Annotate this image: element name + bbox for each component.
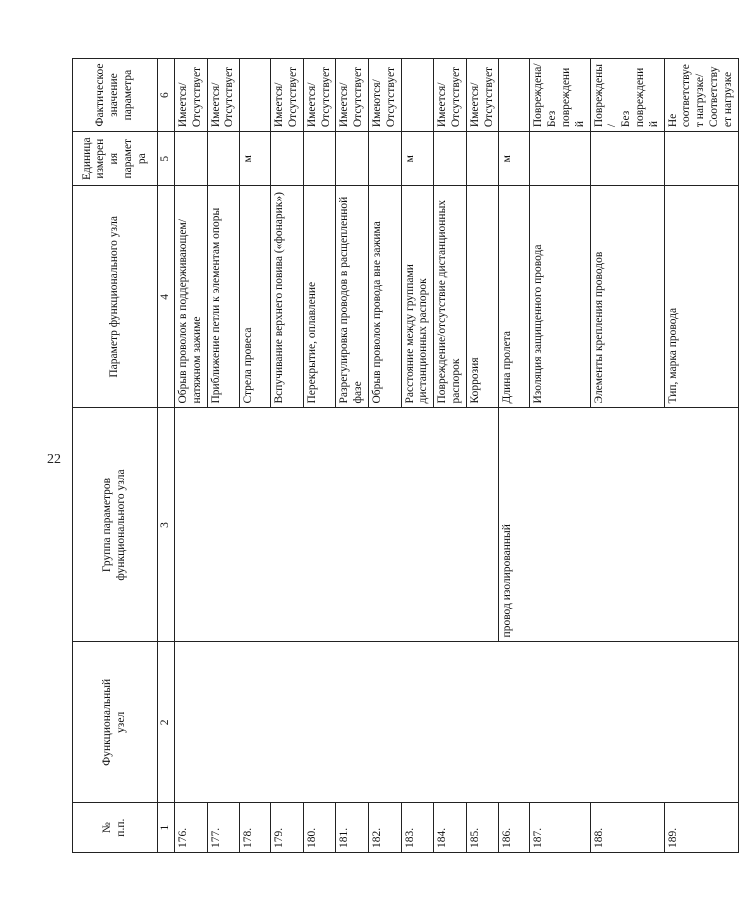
column-number: 2 <box>158 642 175 803</box>
parameter-unit <box>271 132 304 186</box>
parameter-value: Повреждены/ Без повреждений <box>590 59 664 132</box>
table-container <box>72 58 734 853</box>
parameter-value: Повреждена/ Без повреждений <box>530 59 590 132</box>
parameter-unit: м <box>240 132 271 186</box>
row-number: 185. <box>466 803 499 853</box>
table-header <box>73 59 175 853</box>
parameter-value: Имеется/ Отсутствует <box>207 59 240 132</box>
parameter-unit <box>175 132 208 186</box>
parameter-name: Обрыв проволок провода вне зажима <box>368 186 401 408</box>
parameter-unit <box>303 132 336 186</box>
parameter-value <box>499 59 530 132</box>
column-number: 6 <box>158 59 175 132</box>
parameter-unit: м <box>499 132 530 186</box>
column-number: 5 <box>158 132 175 186</box>
parameter-value: Имеется/ Отсутствует <box>434 59 467 132</box>
functional-unit-cell <box>175 642 739 803</box>
row-number: 180. <box>303 803 336 853</box>
parameter-value: Имеются/ Отсутствует <box>368 59 401 132</box>
parameter-unit <box>530 132 590 186</box>
parameter-group-cell <box>175 408 499 642</box>
parameter-unit: м <box>401 132 434 186</box>
parameter-unit <box>336 132 369 186</box>
column-number: 1 <box>158 803 175 853</box>
parameter-value <box>401 59 434 132</box>
header-parameter-group: Группа параметров функционального узла <box>73 408 158 642</box>
parameter-value: Имеется/ Отсутствует <box>175 59 208 132</box>
parameter-name: Коррозия <box>466 186 499 408</box>
row-number: 187. <box>530 803 590 853</box>
parameter-name: Расстояние между группами дистанционных распорок <box>401 186 434 408</box>
parameter-value: Имеется/ Отсутствует <box>303 59 336 132</box>
header-parameter: Параметр функционального узла <box>73 186 158 408</box>
column-number-row <box>158 59 175 853</box>
row-number: 184. <box>434 803 467 853</box>
header-number: № п.п. <box>73 803 158 853</box>
parameter-name: Обрыв проволок в поддерживающем/натяжном зажиме <box>175 186 208 408</box>
parameter-name: Повреждение/отсутствие дистанционных распорок <box>434 186 467 408</box>
parameter-name: Тип, марка провода <box>664 186 738 408</box>
parameter-name: Длина пролета <box>499 186 530 408</box>
parameter-name: Изоляция защищенного провода <box>530 186 590 408</box>
header-unit: Единица измерения параметра <box>73 132 158 186</box>
row-number: 188. <box>590 803 664 853</box>
row-number: 181. <box>336 803 369 853</box>
parameters-table <box>72 58 739 853</box>
row-number: 179. <box>271 803 304 853</box>
table-row <box>175 59 208 853</box>
parameter-unit <box>590 132 664 186</box>
row-number: 177. <box>207 803 240 853</box>
parameter-unit <box>207 132 240 186</box>
column-number: 4 <box>158 186 175 408</box>
parameter-name: Разрегулировка проводов в расщепленной фазе <box>336 186 369 408</box>
parameter-value: Имеется/ Отсутствует <box>271 59 304 132</box>
parameter-value: Имеется/ Отсутствует <box>336 59 369 132</box>
table-body <box>175 59 739 853</box>
header-actual-value: Фактическое значение параметра <box>73 59 158 132</box>
page-number: 22 <box>47 452 61 467</box>
row-number: 189. <box>664 803 738 853</box>
parameter-value: Не соответствует нагрузке/ Соответствует нагрузке <box>664 59 738 132</box>
parameter-unit <box>466 132 499 186</box>
parameter-group-label: провод изолированный <box>499 408 738 642</box>
parameter-name: Вспучивание верхнего повива («фонарик») <box>271 186 304 408</box>
parameter-unit <box>664 132 738 186</box>
parameter-unit <box>368 132 401 186</box>
row-number: 178. <box>240 803 271 853</box>
header-functional-unit: Функциональный узел <box>73 642 158 803</box>
parameter-name: Перекрытие, оплавление <box>303 186 336 408</box>
row-number: 176. <box>175 803 208 853</box>
column-number: 3 <box>158 408 175 642</box>
parameter-name: Приближение петли к элементам опоры <box>207 186 240 408</box>
parameter-unit <box>434 132 467 186</box>
row-number: 182. <box>368 803 401 853</box>
parameter-value <box>240 59 271 132</box>
parameter-name: Элементы крепления проводов <box>590 186 664 408</box>
parameter-value: Имеется/ Отсутствует <box>466 59 499 132</box>
row-number: 183. <box>401 803 434 853</box>
row-number: 186. <box>499 803 530 853</box>
parameter-name: Стрела провеса <box>240 186 271 408</box>
